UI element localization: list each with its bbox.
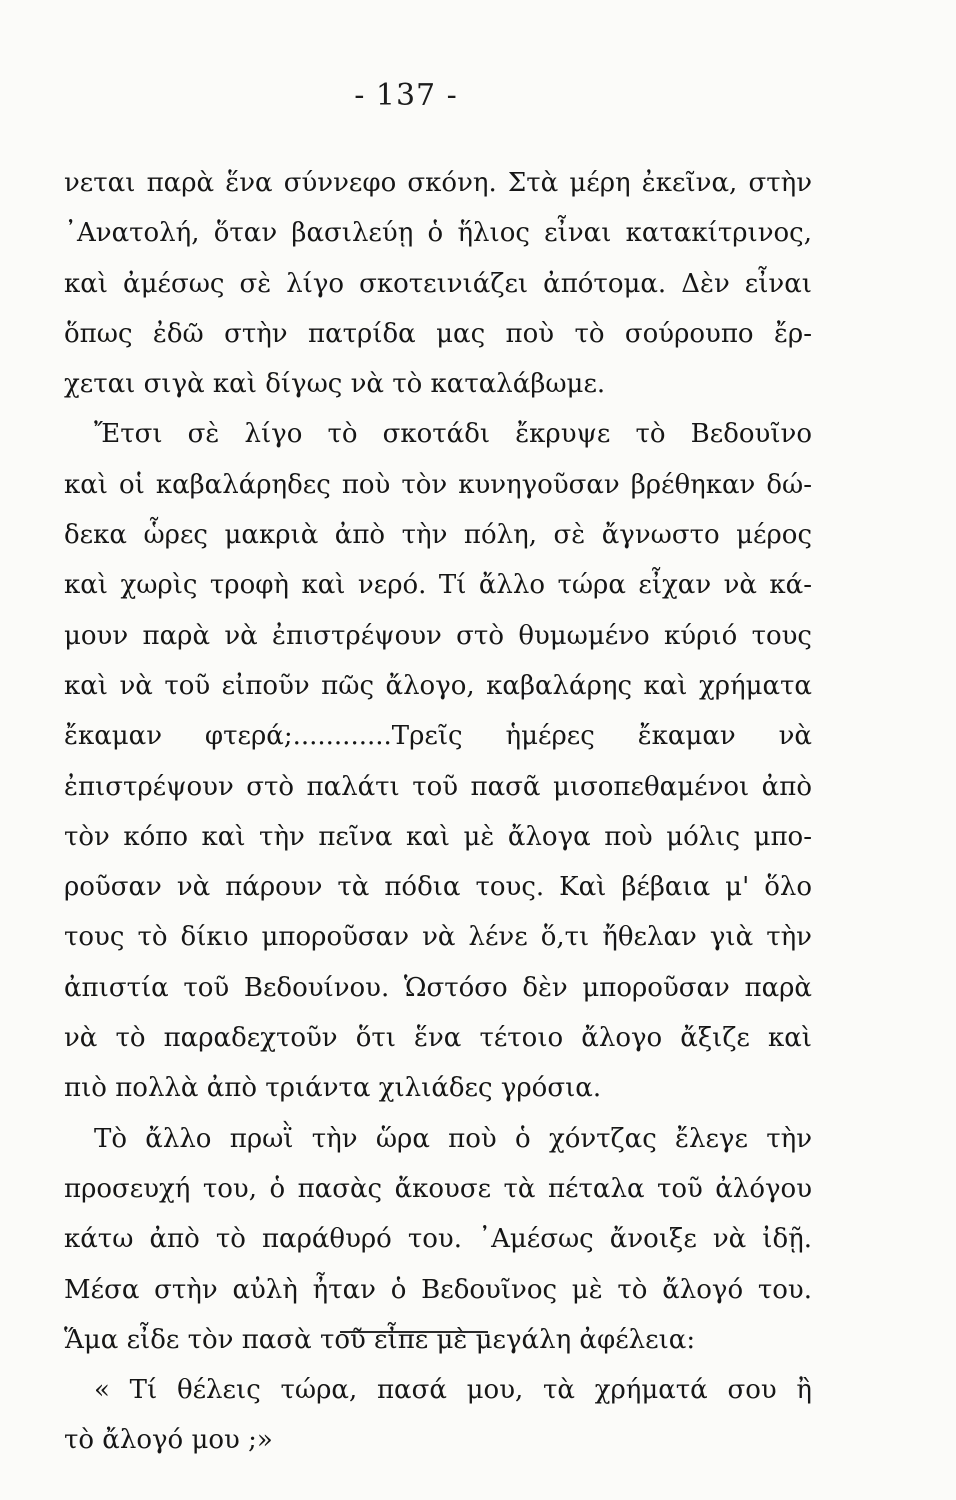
text-line: κάτω ἀπὸ τὸ παράθυρό του. ᾿Αμέσως ἄνοιξε νὰ ἰδῇ. (64, 1224, 812, 1255)
text-line: τὸ ἄλογό μου ;» (64, 1425, 273, 1456)
text-line: ᾿Ανατολή, ὅταν βασιλεύῃ ὁ ἥλιος εἶναι κατακίτρινος, (64, 218, 812, 249)
text-line: Τὸ ἄλλο πρωῒ τὴν ὥρα ποὺ ὁ χόντζας ἔλεγε τὴν (94, 1123, 812, 1154)
section-divider (340, 1331, 488, 1333)
text-line: Ἔτσι σὲ λίγο τὸ σκοτάδι ἔκρυψε τὸ Βεδουῖνο (94, 419, 812, 450)
text-line: δεκα ὧρες μακριὰ ἀπὸ τὴν πόλη, σὲ ἄγνωστο μέρος (64, 520, 812, 551)
text-line: ἀπιστία τοῦ Βεδουίνου. Ὡστόσο δὲν μποροῦσαν παρὰ (64, 972, 812, 1003)
text-line: ὅπως ἐδῶ στὴν πατρίδα μας ποὺ τὸ σούρουπο ἔρ- (64, 318, 812, 349)
text-line: νεται παρὰ ἕνα σύννεφο σκόνη. Στὰ μέρη ἐκεῖνα, στὴν (64, 168, 812, 198)
page-number: - 137 - (354, 78, 458, 113)
text-line: τους τὸ δίκιο μποροῦσαν νὰ λένε ὅ,τι ἤθελαν γιὰ τὴν (64, 922, 812, 953)
text-line: πιὸ πολλὰ ἀπὸ τριάντα χιλιάδες γρόσια. (64, 1073, 602, 1104)
text-line: τὸν κόπο καὶ τὴν πεῖνα καὶ μὲ ἄλογα ποὺ μόλις μπο- (64, 821, 812, 852)
text-line: νὰ τὸ παραδεχτοῦν ὅτι ἕνα τέτοιο ἄλογο ἄξιζε καὶ (64, 1023, 812, 1054)
text-line: καὶ νὰ τοῦ εἰποῦν πῶς ἄλογο, καβαλάρης καὶ χρήματα (64, 670, 812, 701)
text-line: μουν παρὰ νὰ ἐπιστρέψουν στὸ θυμωμένο κύριό τους (64, 620, 812, 651)
text-line: « Τί θέλεις τώρα, πασά μου, τὰ χρήματά σου ἢ (94, 1375, 812, 1406)
text-line: καὶ οἱ καβαλάρηδες ποὺ τὸν κυνηγοῦσαν βρέθηκαν δώ- (64, 469, 812, 500)
text-line: ἔκαμαν φτερά;............Τρεῖς ἡμέρες ἔκαμαν νὰ (64, 721, 812, 752)
text-line: Μέσα στὴν αὐλὴ ἦταν ὁ Βεδουῖνος μὲ τὸ ἄλογό του. (64, 1274, 812, 1305)
body-text (64, 158, 812, 1466)
text-line: ροῦσαν νὰ πάρουν τὰ πόδια τους. Καὶ βέβαια μ' ὅλο (64, 872, 812, 903)
text-line: ἐπιστρέψουν στὸ παλάτι τοῦ πασᾶ μισοπεθαμένοι ἀπὸ (64, 771, 812, 802)
text-line: προσευχή του, ὁ πασὰς ἄκουσε τὰ πέταλα τοῦ ἀλόγου (64, 1173, 812, 1204)
text-line: καὶ χωρὶς τροφὴ καὶ νερό. Τί ἄλλο τώρα εἶχαν νὰ κά- (64, 570, 812, 601)
text-line: χεται σιγὰ καὶ δίγως νὰ τὸ καταλάβωμε. (64, 369, 606, 400)
text-line: Ἅμα εἶδε τὸν πασὰ τοῦ εἶπε μὲ μεγάλη ἀφέλεια: (64, 1324, 696, 1355)
text-line: καὶ ἀμέσως σὲ λίγο σκοτεινιάζει ἀπότομα. Δὲν εἶναι (64, 268, 812, 299)
